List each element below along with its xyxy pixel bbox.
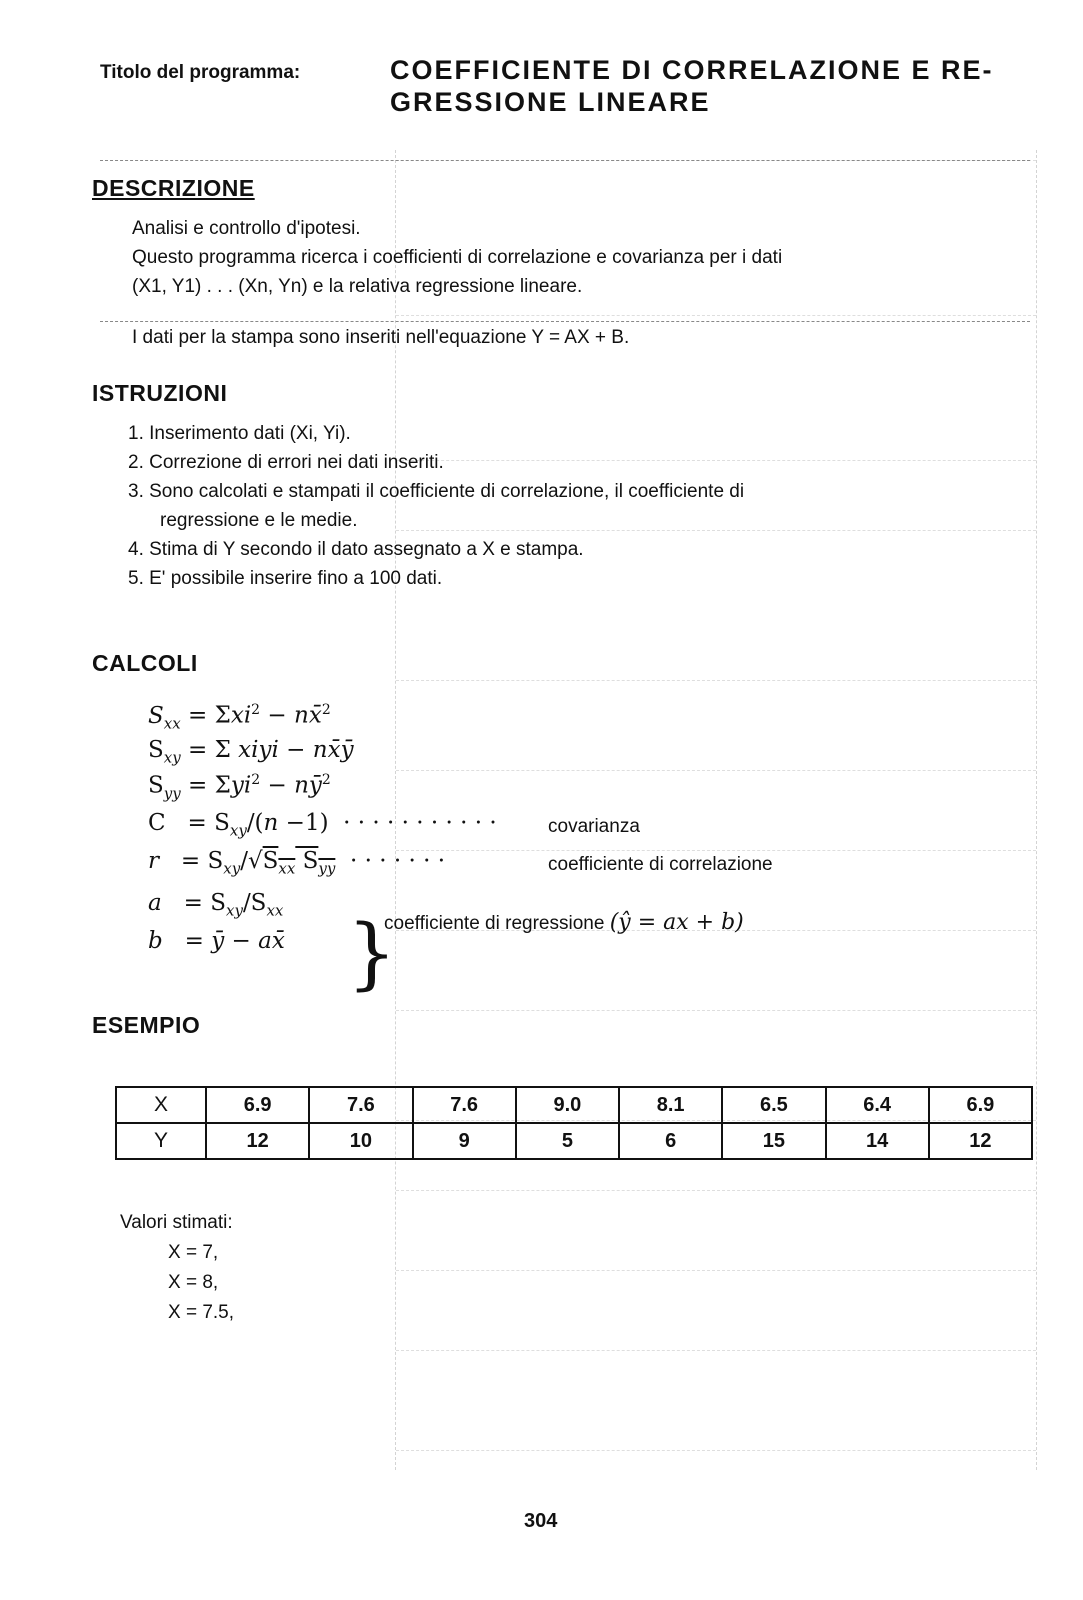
instruction-item: 5. E' possibile inserire fino a 100 dati. [128, 568, 443, 589]
formula-syy: $S_{yy} = \Sigma yi^2$ − $nȳ^2$ [148, 772, 331, 803]
formula-brace: } [347, 909, 397, 999]
description-heading: DESCRIZIONE [92, 175, 255, 201]
estimate-item: X = 7, [168, 1242, 219, 1263]
y-cell: 12 [206, 1123, 309, 1159]
x-cell: 6.4 [826, 1087, 929, 1123]
program-title [390, 54, 994, 118]
instruction-item: 2. Correzione di errori nei dati inseriti. [128, 452, 444, 473]
formula-correlation: $r = S_{xy}/√S_{xx}$ $S_{yy}$ · · · · · · · [148, 848, 446, 878]
y-cell: 15 [722, 1123, 825, 1159]
program-label: Titolo del programma: [100, 62, 301, 83]
x-header-cell: X [116, 1087, 206, 1123]
formula-a: $a = S_{xy}/S_{xx}$ [148, 890, 284, 920]
x-cell: 7.6 [413, 1087, 516, 1123]
instruction-item: regressione e le medie. [160, 510, 358, 531]
regression-note-text: coefficiente di regressione [384, 913, 605, 934]
page-number: 304 [524, 1510, 558, 1532]
program-title-line2: GRESSIONE LINEARE [390, 87, 711, 117]
y-cell: 9 [413, 1123, 516, 1159]
table-row-y [116, 1123, 1032, 1159]
example-heading: ESEMPIO [92, 1012, 201, 1038]
description-line: I dati per la stampa sono inseriti nell'equazione Y = AX + B. [132, 327, 630, 348]
x-cell: 7.6 [309, 1087, 412, 1123]
table-row-x [116, 1087, 1032, 1123]
instructions-heading: ISTRUZIONI [92, 380, 228, 406]
y-cell: 10 [309, 1123, 412, 1159]
description-line: (X1, Y1) . . . (Xn, Yn) e la relativa regressione lineare. [132, 276, 583, 297]
covariance-note: covarianza [548, 816, 640, 837]
estimates-label: Valori stimati: [120, 1212, 233, 1233]
description-box [100, 160, 1030, 322]
description-line: Questo programma ricerca i coefficienti di correlazione e covarianza per i dati [132, 247, 783, 268]
program-title-line1: COEFFICIENTE DI CORRELAZIONE E RE- [390, 55, 994, 85]
calculations-heading: CALCOLI [92, 650, 198, 676]
x-cell: 6.5 [722, 1087, 825, 1123]
estimate-item: X = 8, [168, 1272, 219, 1293]
instruction-item: 4. Stima di Y secondo il dato assegnato a X e stampa. [128, 539, 584, 560]
y-header-cell: Y [116, 1123, 206, 1159]
correlation-note: coefficiente di correlazione [548, 854, 773, 875]
formula-b: b = ȳ − ax̄ [148, 928, 285, 954]
x-cell: 9.0 [516, 1087, 619, 1123]
x-cell: 6.9 [206, 1087, 309, 1123]
formula-covariance: $C = S_{xy}/(n -1)$ · · · · · · · · · · · [148, 810, 497, 840]
formula-sxy: $S_{xy} = \Sigma$ xiyi − nx̄ȳ [148, 737, 354, 767]
regression-note: coefficiente di regressione (ŷ = ax + b) [384, 910, 744, 935]
instruction-item: 3. Sono calcolati e stampati il coefficiente di correlazione, il coefficiente di [128, 481, 745, 502]
description-line: Analisi e controllo d'ipotesi. [132, 218, 361, 239]
x-cell: 6.9 [929, 1087, 1032, 1123]
estimate-item: X = 7.5, [168, 1302, 235, 1323]
y-cell: 12 [929, 1123, 1032, 1159]
y-cell: 14 [826, 1123, 929, 1159]
y-cell: 5 [516, 1123, 619, 1159]
instruction-item: 1. Inserimento dati (Xi, Yi). [128, 423, 351, 444]
formula-sxx: $S_{xx} = \Sigma xi^2$ − nx̄$^2$ [148, 702, 331, 733]
y-cell: 6 [619, 1123, 722, 1159]
x-cell: 8.1 [619, 1087, 722, 1123]
example-data-table [115, 1086, 1033, 1160]
